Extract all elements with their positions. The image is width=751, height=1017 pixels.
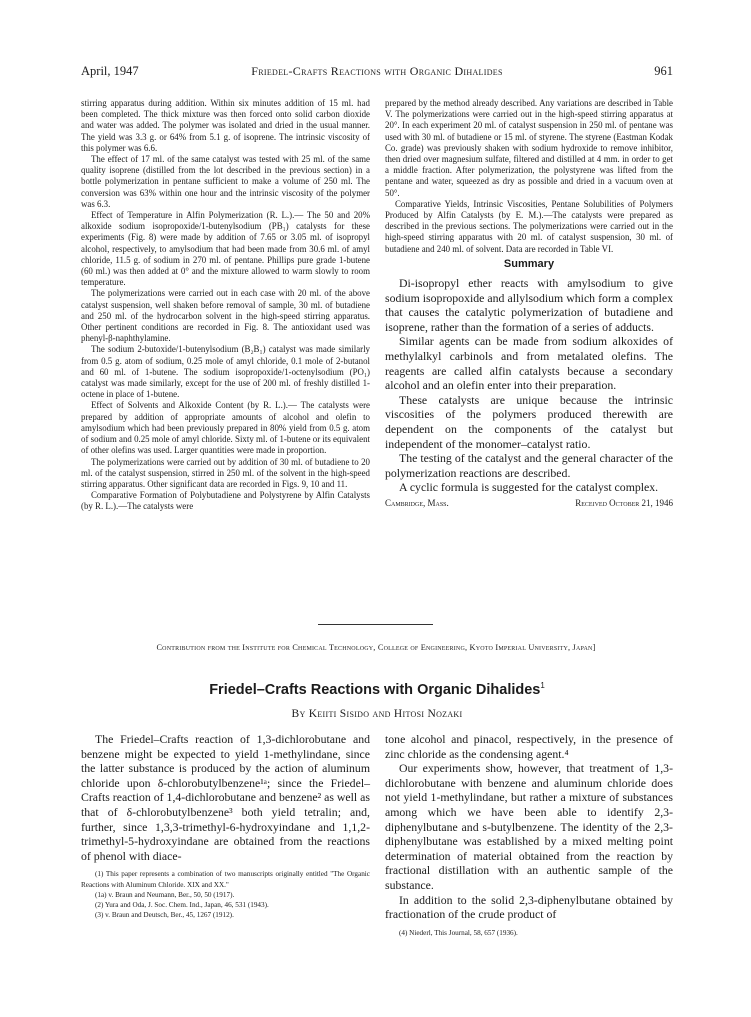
- title-footnote-mark: 1: [540, 681, 545, 690]
- paragraph: The polymerizations were carried out in each case with 20 ml. of the above catalyst suspension, well shaken before removal of sample, 30 ml. of butadiene and 250 ml. of the hydrocarbon solvent in the high-speed stirring apparatus. Other pertinent conditions are recorded in Fig. 8. The antioxidant used was phenyl-β-naphthylamine.: [81, 288, 370, 344]
- footnote: (1a) v. Braun and Neumann, Ber., 50, 50 (1917).: [95, 890, 235, 899]
- footnote: (1) This paper represents a combination of two manuscripts originally entitled "The Organic Reactions with Aluminum Chloride. XIX and XX.": [81, 870, 370, 889]
- contribution-line: Contribution from the Institute for Chemical Technology, College of Engineering, Kyoto Imperial University, Japan]: [156, 643, 596, 652]
- header-page-number: 961: [654, 64, 673, 78]
- received-date: Received October 21, 1946: [575, 497, 673, 508]
- footnote: (3) v. Braun and Deutsch, Ber., 45, 1267 (1912).: [95, 911, 234, 920]
- running-header: [81, 64, 673, 80]
- footnote: (2) Yura and Oda, J. Soc. Chem. Ind., Japan, 46, 531 (1943).: [95, 900, 269, 909]
- paragraph: prepared by the method already described. Any variations are described in Table V. The polymerizations were carried out in the high-speed stirring apparatus at 20°. In each experiment 20 ml. of catalyst suspension in 250 ml. of pentane was used with 30 ml. of butadiene or 15 ml. of styrene. The styrene (Eastman Kodak Co. grade) was previously shaken with sodium hydroxide to remove inhibitor, then dried over magnesium sulfate, filtered and distilled at 4 mm. in order to get a middle fraction. After polymerization, the polystyrene was lifted from the pentane and water, squeezed as dry as possible and dried in a vacuum oven at 50°.: [385, 98, 673, 198]
- article-paragraph: The Friedel–Crafts reaction of 1,3-dichlorobutane and benzene might be expected to yield 1-methylindane, since the latter substance is produced by the action of aluminum chloride upon δ-chlorobutylbenzene¹ᵃ; since the Friedel–Crafts reaction of 1,4-dichlorobutane and benzene² as well as that of δ-chlorobutylbenzene³ both yield tetralin; and, further, since 1,3,3-trimethyl-6-hydroxyindane and 1,1,2-trimethyl-5-hydroxyindane are obtained from the reactions of phenol with diace-: [81, 732, 370, 863]
- summary-heading: Summary: [503, 257, 555, 270]
- article-title-text: Friedel–Crafts Reactions with Organic Dihalides: [209, 681, 541, 698]
- received-line: [385, 498, 673, 509]
- article-byline: By Keiiti Sisido and Hitosi Nozaki: [291, 708, 463, 720]
- paragraph: Effect of Temperature in Alfin Polymerization (R. L.).— The 50 and 20% alkoxide sodium isopropoxide/1-butenylsodium (PB₁) catalysts for these experiments (Fig. 8) were made by addition of 7.65 or 3.05 ml. of isopropyl alcohol, respectively, to amylsodium that had been made from 30.6 ml. of amyl chloride, 11.5 g. of sodium in 270 ml. of pentane. Phillips pure grade 1-butene (60 ml.) was then added at 0° and the mixture allowed to warm slowly to room temperature.: [81, 210, 370, 288]
- footnotes-right: [385, 928, 673, 938]
- summary-paragraph: Di-isopropyl ether reacts with amylsodium to give sodium isopropoxide and allylsodium which form a complex that causes the catalytic polymerization of butadiene and isoprene, rather than the formation of a series of adducts.: [385, 276, 673, 334]
- summary-paragraph: Similar agents can be made from sodium alkoxides of methylalkyl carbinols and from metalated olefins. The reagents are called alfin catalysts because a secondary alcohol and an olefin enter into their preparation.: [385, 334, 673, 393]
- upper-right-column: [385, 98, 673, 509]
- paragraph: The polymerizations were carried out by addition of 30 ml. of butadiene to 20 ml. of the catalyst suspension, stirred in 250 ml. of the solvent in the high-speed stirring apparatus. Other significant data are recorded in Figs. 9, 10 and 11.: [81, 456, 370, 489]
- paragraph: The sodium 2-butoxide/1-butenylsodium (B₂B₁) catalyst was made similarly from 0.5 g. atom of sodium, 0.25 mole of amyl chloride, 0.1 mole of 2-butanol and 60 ml. of 1-butene. The sodium isopropoxide/1-octenylsodium (PO₁) catalyst was made similarly, except for the use of 200 ml. of freshly distilled 1-octene in place of 1-butene.: [81, 344, 370, 400]
- article-title: [81, 681, 673, 698]
- lower-left-column: [81, 732, 370, 920]
- header-date: April, 1947: [81, 64, 139, 78]
- paragraph: Comparative Yields, Intrinsic Viscosities, Pentane Solubilities of Polymers Produced by Alfin Catalysts (by E. M.).—The catalysts were prepared as described in the previous sections. The polymerizations were carried out in the high-speed stirring apparatus with 20 ml. of catalyst suspension, 30 ml. of butadiene and 240 ml. of solvent. Data are recorded in Table VI.: [385, 198, 673, 254]
- footnote: (4) Niederl, This Journal, 58, 657 (1936).: [399, 928, 518, 937]
- footnotes-left: [81, 869, 370, 920]
- paragraph: Comparative Formation of Polybutadiene and Polystyrene by Alfin Catalysts (by R. L.).—The catalysts were: [81, 490, 370, 512]
- article-paragraph: tone alcohol and pinacol, respectively, in the presence of zinc chloride as the condensing agent.⁴: [385, 732, 673, 761]
- paragraph: The effect of 17 ml. of the same catalyst was tested with 25 ml. of the same quality isoprene (distilled from the lot described in the previous section) in a bottle polymerization in pentane sufficient to make a volume of 250 ml. The conversion was 63% within one hour and the intrinsic viscosity of the polymer was 6.3.: [81, 154, 370, 209]
- summary-paragraph: These catalysts are unique because the intrinsic viscosities of the polymers produced therewith are dependent on the components of the catalyst but independent of the monomer–catalyst ratio.: [385, 392, 673, 451]
- summary-paragraph: A cyclic formula is suggested for the catalyst complex.: [399, 480, 659, 495]
- article-paragraph: Our experiments show, however, that treatment of 1,3-dichlorobutane with benzene and aluminum chloride does not yield 1-methylindane, but rather a mixture of substances among which we have been able to identify 2,3-diphenylbutane and s-butylbenzene. The identity of the 2,3-diphenylbutane was established by a mixed melting point determination of material obtained from the reaction by fractional distillation with an authentic sample of the substance.: [385, 761, 673, 892]
- article-paragraph: In addition to the solid 2,3-diphenylbutane obtained by fractionation of the crude product of: [385, 892, 673, 922]
- paragraph: Effect of Solvents and Alkoxide Content (by R. L.).— The catalysts were prepared by addition of appropriate amounts of alcohol and olefin to amylsodium which had been previously prepared in 80% yield from 0.5 g. atom of sodium and 0.25 mole of amyl chloride. Sixty ml. of 1-butene or its equivalent of other olefins was used. Larger quantities were made in proportion.: [81, 400, 370, 456]
- lower-right-column: [385, 732, 673, 938]
- section-divider: [318, 624, 433, 625]
- location: Cambridge, Mass.: [385, 497, 449, 508]
- summary-body: [385, 276, 673, 495]
- header-running-title: Friedel-Crafts Reactions with Organic Dihalides: [251, 64, 503, 78]
- upper-left-column: [81, 98, 370, 513]
- summary-paragraph: The testing of the catalyst and the general character of the polymerization reactions are described.: [385, 451, 673, 480]
- paragraph: stirring apparatus during addition. Within six minutes addition of 15 ml. had been completed. The thick mixture was then forced onto solid carbon dioxide and water was added. The polymer was isolated and dried in the usual manner. The yield was 3.3 g. or 64% from 5.1 g. of isoprene. The intrinsic viscosity of this polymer was 6.6.: [81, 98, 370, 153]
